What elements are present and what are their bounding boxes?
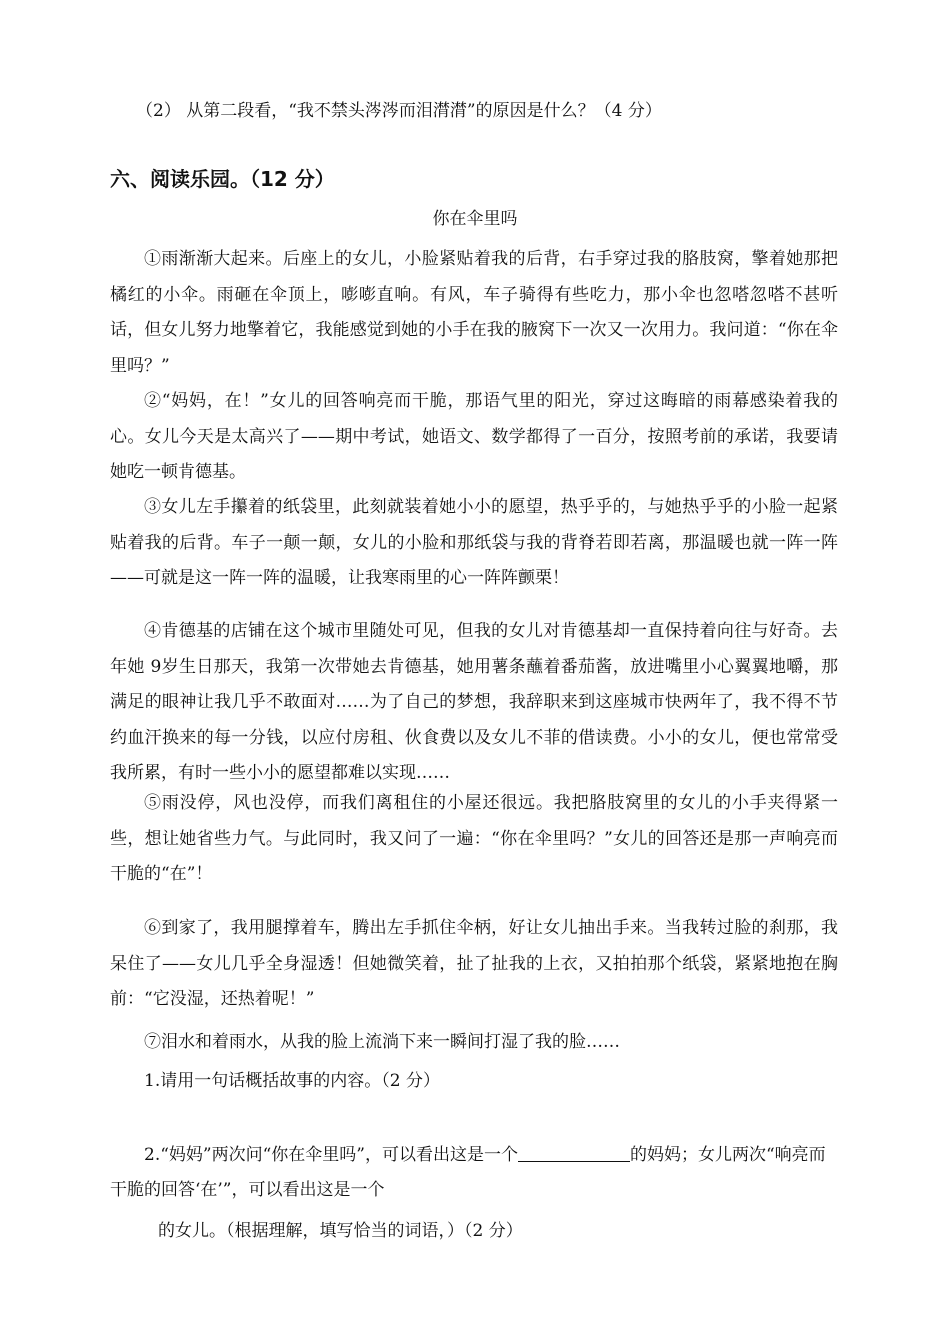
question-2-part-1: 2.“妈妈”两次问“你在伞里吗”，可以看出这是一个 <box>144 1145 518 1165</box>
story-paragraph-6: ⑥到家了，我用腿撑着车，腾出左手抓住伞柄，好让女儿抽出手来。当我转过脸的刹那，我呆住了——女儿几乎全身湿透！但她微笑着，扯了扯我的上衣，又拍拍那个纸袋，紧紧地抱在胸前：“它没湿，还热着呢！” <box>110 918 838 1009</box>
question-2-part-2: 的妈妈；女儿两次“响亮而干脆的回答‘在’”，可以看出这是一个 <box>110 1145 826 1200</box>
story-paragraph-3: ③女儿左手攥着的纸袋里，此刻就装着她小小的愿望，热乎乎的，与她热乎乎的小脸一起紧贴着我的后背。车子一颠一颠，女儿的小脸和那纸袋与我的背脊若即若离，那温暖也就一阵一阵——可就是这一阵一阵的温暖，让我寒雨里的心一阵阵颤栗！ <box>110 497 838 588</box>
story-paragraph-1: ①雨渐渐大起来。后座上的女儿，小脸紧贴着我的后背，右手穿过我的胳肢窝，擎着她那把橘红的小伞。雨砸在伞顶上，嘭嘭直响。有风，车子骑得有些吃力，那小伞也忽嗒忽嗒不甚听话，但女儿努力地擎着它，我能感觉到她的小手在我的腋窝下一次又一次用力。我问道：“你在伞里吗？” <box>110 249 838 376</box>
previous-question: （2） 从第二段看，“我不禁头涔涔而泪潸潸”的原因是什么？（4 分） <box>136 101 662 121</box>
question-2-part-3: 的女儿。（根据理解，填写恰当的词语，）（2 分） <box>158 1221 523 1241</box>
section-title: 六、阅读乐园。（12 分） <box>110 167 335 191</box>
story-title: 你在伞里吗 <box>432 209 518 229</box>
question-1: 1.请用一句话概括故事的内容。（2 分） <box>144 1071 440 1091</box>
answer-blank[interactable] <box>518 1139 630 1162</box>
question-2 <box>110 1138 838 1208</box>
story-paragraph-2: ②“妈妈，在！”女儿的回答响亮而干脆，那语气里的阳光，穿过这晦暗的雨幕感染着我的心。女儿今天是太高兴了——期中考试，她语文、数学都得了一百分，按照考前的承诺，我要请她吃一顿肯德基。 <box>110 391 838 482</box>
story-paragraph-5: ⑤雨没停，风也没停，而我们离租住的小屋还很远。我把胳肢窝里的女儿的小手夹得紧一些，想让她省些力气。与此同时，我又问了一遍：“你在伞里吗？”女儿的回答还是那一声响亮而干脆的“在”！ <box>110 793 838 884</box>
story-paragraph-4: ④肯德基的店铺在这个城市里随处可见，但我的女儿对肯德基却一直保持着向往与好奇。去年她 9岁生日那天，我第一次带她去肯德基，她用薯条蘸着番茄酱，放进嘴里小心翼翼地嚼，那满足的眼神让我几乎不敢面对……为了自己的梦想，我辞职来到这座城市快两年了，我不得不节约血汗换来的每一分钱，以应付房租、伙食费以及女儿不菲的借读费。小小的女儿，便也常常受我所累，有时一些小小的愿望都难以实现…… <box>110 621 838 783</box>
story-paragraph-7: ⑦泪水和着雨水，从我的脸上流淌下来一瞬间打湿了我的脸…… <box>144 1032 620 1052</box>
